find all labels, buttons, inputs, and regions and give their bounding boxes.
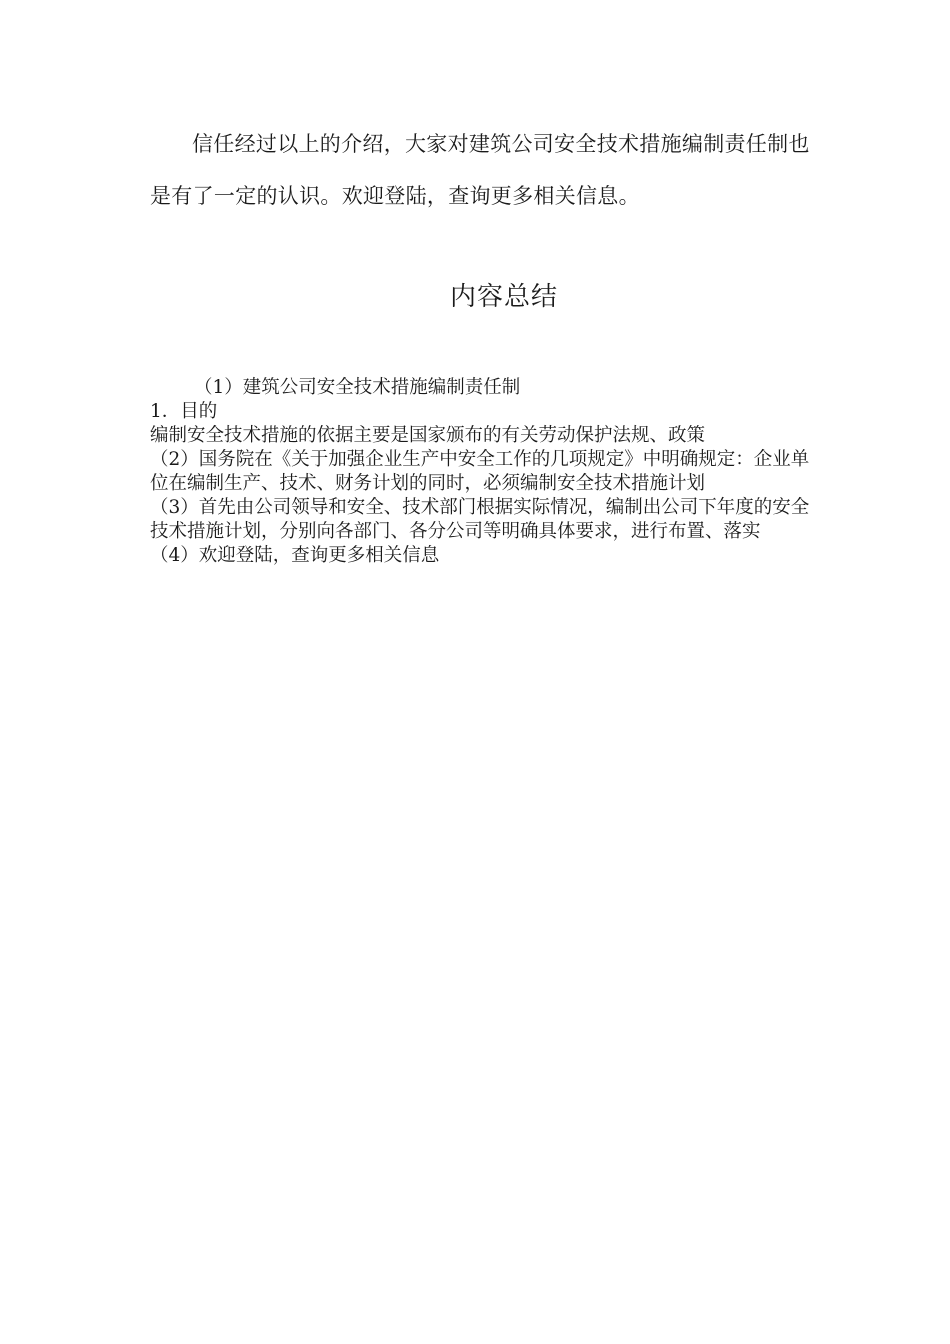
summary-paragraph: （2）国务院在《关于加强企业生产中安全工作的几项规定》中明确规定：企业单位在编制生产、技术、财务计划的同时，必须编制安全技术措施计划 (150, 449, 810, 494)
summary-body (150, 376, 810, 568)
summary-paragraph: （3）首先由公司领导和安全、技术部门根据实际情况，编制出公司下年度的安全技术措施计划，分别向各部门、各分公司等明确具体要求，进行布置、落实 (150, 497, 810, 542)
summary-paragraph: 编制安全技术措施的依据主要是国家颁布的有关劳动保护法规、政策 (150, 425, 706, 446)
summary-subtitle: （1）建筑公司安全技术措施编制责任制 (194, 377, 521, 398)
summary-heading: 内容总结 (449, 282, 558, 312)
summary-section-heading: 1．目的 (150, 401, 218, 422)
summary-paragraph: （4）欢迎登陆，查询更多相关信息 (150, 545, 440, 566)
intro-paragraph: 信任经过以上的介绍，大家对建筑公司安全技术措施编制责任制也是有了一定的认识。欢迎登陆，查询更多相关信息。 (150, 132, 810, 208)
